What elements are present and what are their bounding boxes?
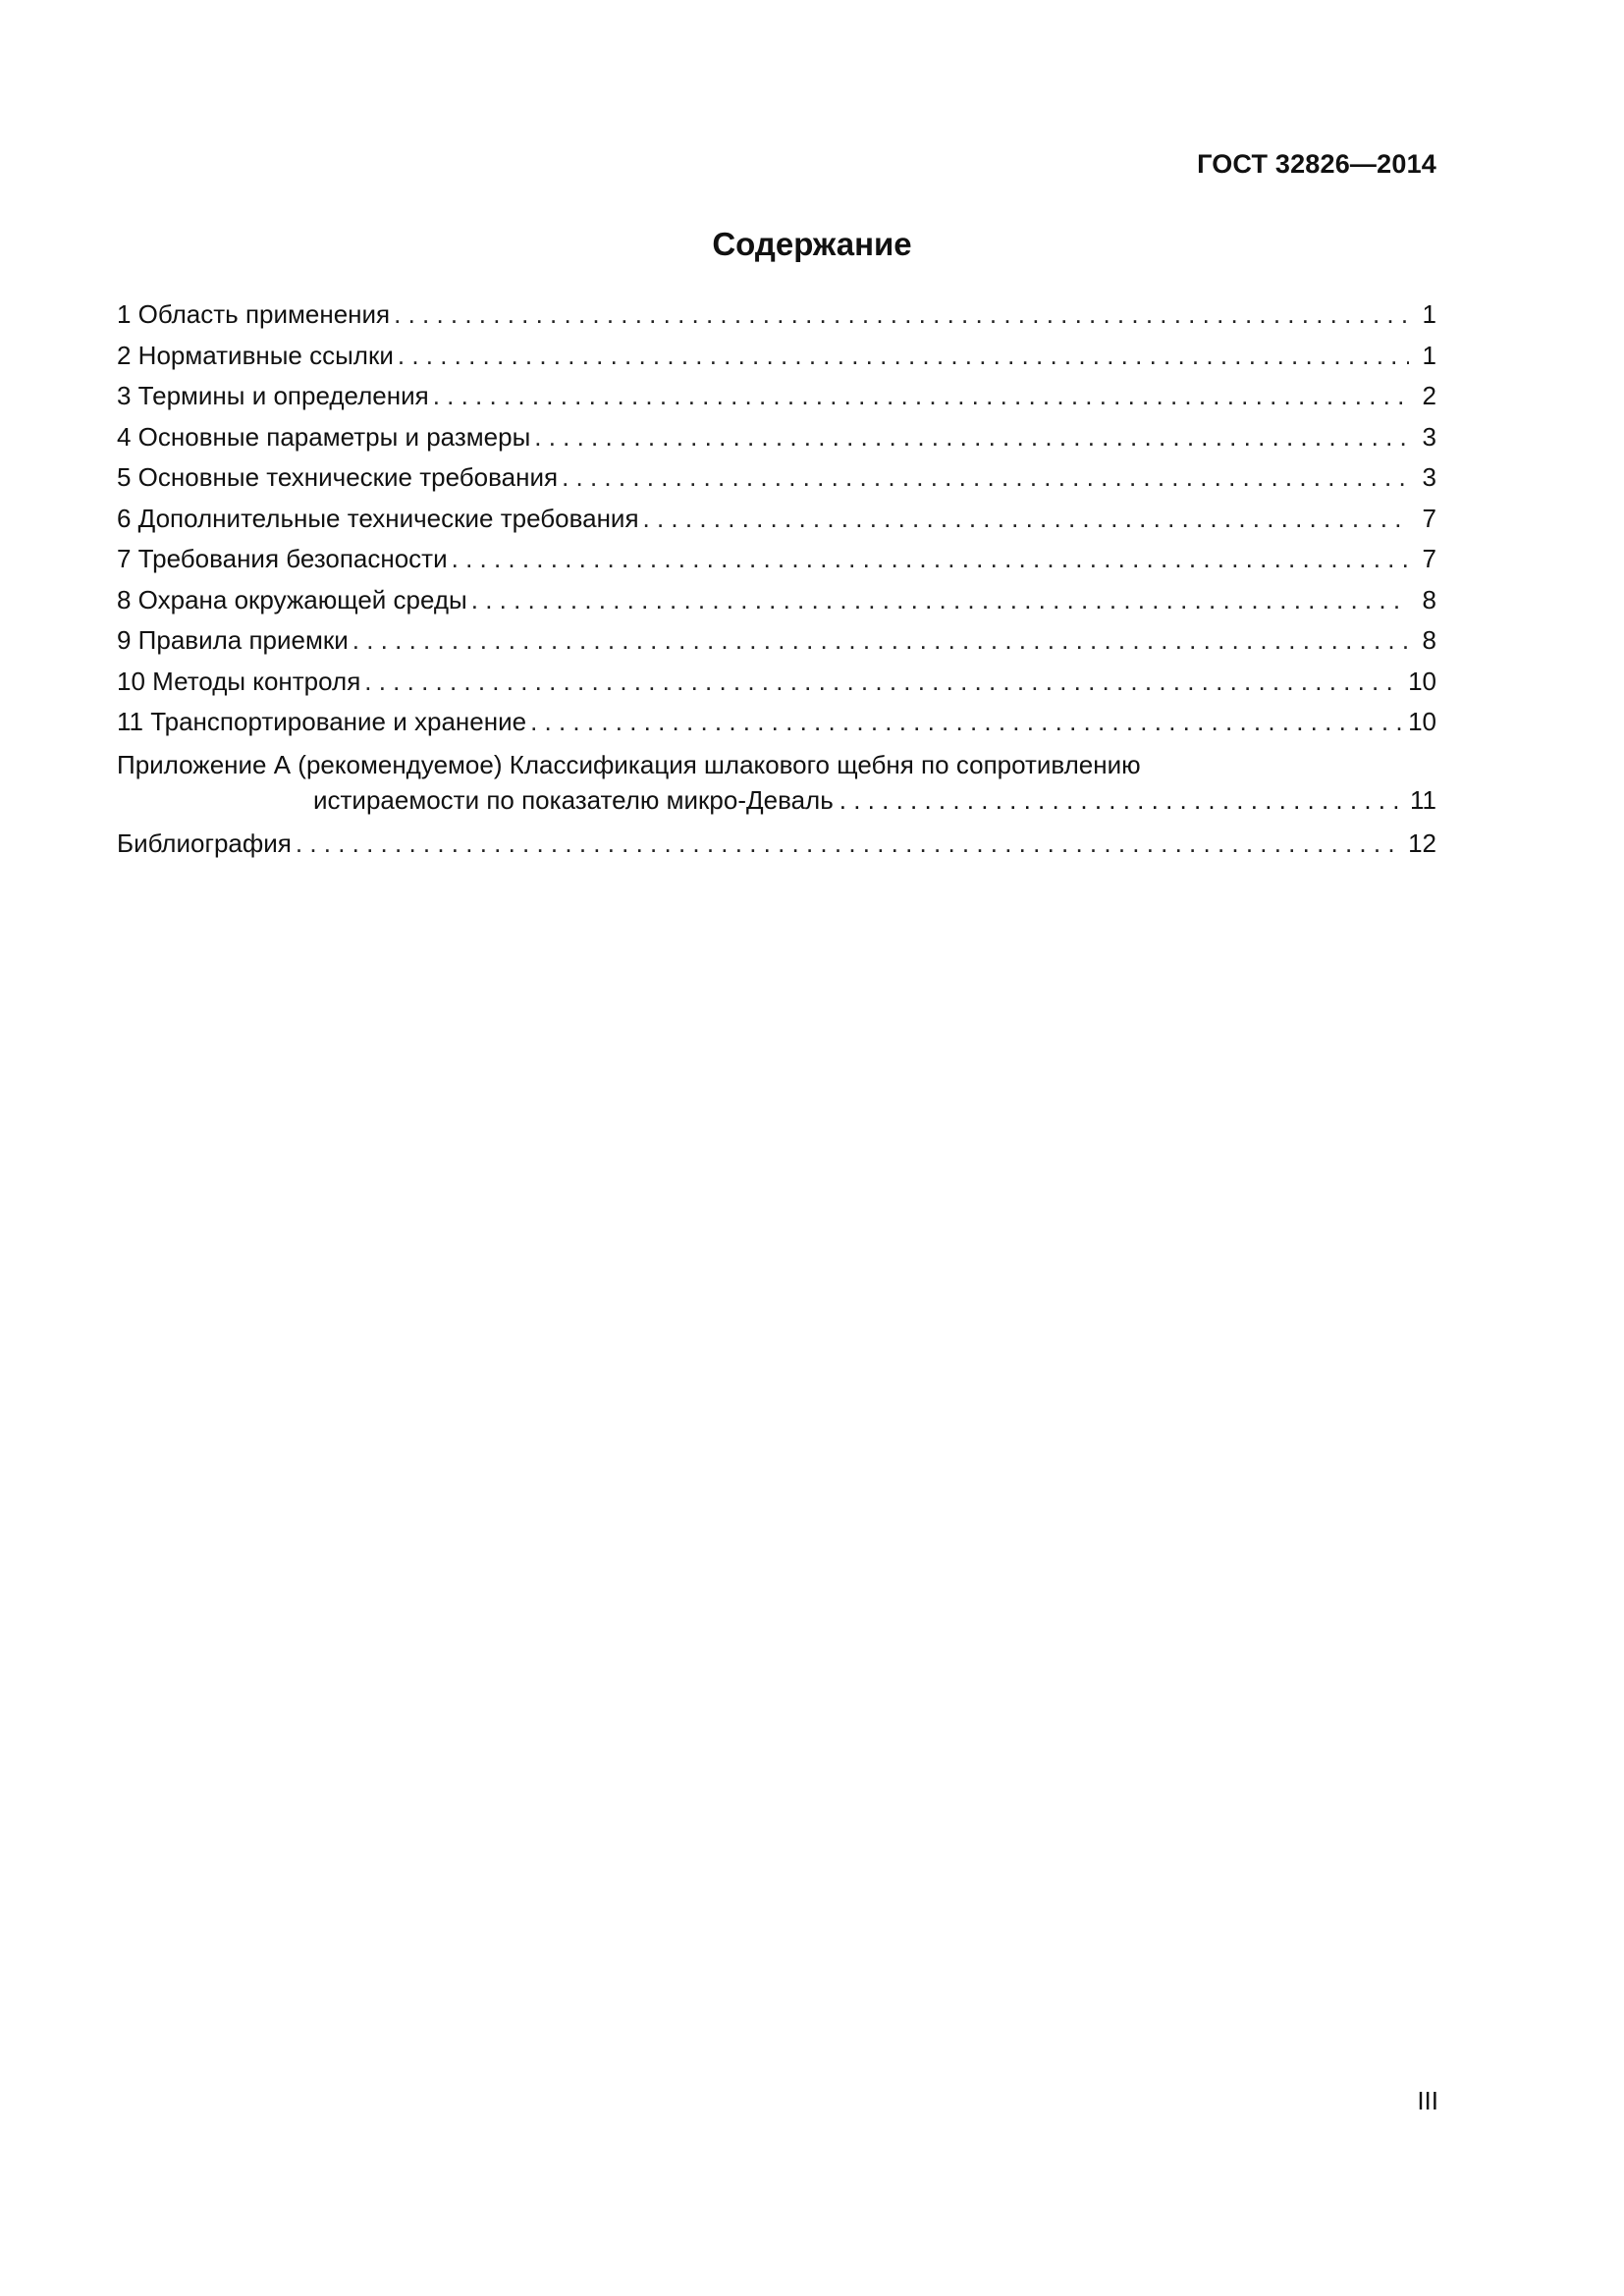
toc-entry-page: 10 — [1408, 707, 1436, 736]
toc-title: Содержание — [712, 226, 912, 262]
page-number: III — [1417, 2086, 1438, 2115]
toc-leader-dots — [534, 417, 1409, 458]
toc-leader-dots — [296, 824, 1402, 865]
toc-appendix-continuation — [117, 782, 1436, 820]
toc-leader-dots — [398, 336, 1409, 377]
toc-leader-dots — [839, 782, 1404, 818]
toc-entry-page: 11 — [1410, 784, 1436, 815]
toc-entry-label: 11 Транспортирование и хранение — [117, 707, 527, 736]
toc-entry-label: 1 Область применения — [117, 299, 391, 329]
document-code: ГОСТ 32826—2014 — [1197, 149, 1436, 179]
toc-entry-page: 7 — [1422, 503, 1436, 533]
toc-entry[interactable] — [117, 580, 1436, 621]
toc-leader-dots — [643, 499, 1409, 540]
toc-entry-label: 5 Основные технические требования — [117, 462, 559, 492]
toc-entry[interactable] — [117, 539, 1436, 580]
toc-entry[interactable] — [117, 620, 1436, 662]
toc-leader-dots — [471, 580, 1409, 621]
toc-entry[interactable] — [117, 336, 1436, 377]
toc-appendix-title-line2: истираемости по показателю микро-Деваль — [313, 784, 834, 815]
toc-leader-dots — [562, 457, 1409, 499]
toc-entry[interactable] — [117, 457, 1436, 499]
toc-entry-label: 7 Требования безопасности — [117, 544, 448, 573]
toc-entry-bibliography[interactable] — [117, 824, 1436, 865]
toc-leader-dots — [530, 702, 1402, 743]
toc-leader-dots — [433, 376, 1409, 417]
toc-entry[interactable] — [117, 662, 1436, 703]
toc-leader-dots — [452, 539, 1409, 580]
toc-entry-page: 10 — [1408, 666, 1436, 696]
toc-entry-label: 10 Методы контроля — [117, 666, 361, 696]
toc-entry-appendix[interactable] — [117, 747, 1436, 820]
toc-entry-label: 2 Нормативные ссылки — [117, 340, 394, 370]
toc-entry-page: 3 — [1422, 421, 1436, 452]
toc-entry-label: 6 Дополнительные технические требования — [117, 503, 639, 533]
toc-leader-dots — [394, 294, 1409, 336]
toc-entry-label: 4 Основные параметры и размеры — [117, 421, 531, 452]
toc-entry-label: 8 Охрана окружающей среды — [117, 584, 467, 614]
toc-entry[interactable] — [117, 702, 1436, 743]
toc-entry[interactable] — [117, 376, 1436, 417]
toc-entry[interactable] — [117, 499, 1436, 540]
toc-entry-page: 1 — [1422, 299, 1436, 329]
toc-entry-page: 1 — [1422, 340, 1436, 370]
toc-leader-dots — [364, 662, 1402, 703]
toc-appendix-title-line1: Приложение А (рекомендуемое) Классификация шлакового щебня по сопротивлению — [117, 749, 1141, 779]
toc-entry-page: 12 — [1408, 828, 1436, 858]
toc-entry[interactable] — [117, 417, 1436, 458]
toc-entry-page: 3 — [1422, 462, 1436, 492]
toc-entry-page: 8 — [1422, 584, 1436, 614]
toc-entry-page: 7 — [1422, 544, 1436, 573]
toc-leader-dots — [352, 620, 1409, 662]
toc-entry-page: 8 — [1422, 625, 1436, 655]
table-of-contents — [117, 294, 1436, 864]
toc-entry-label: 9 Правила приемки — [117, 625, 349, 655]
toc-entry-label: Библиография — [117, 828, 292, 858]
toc-entry-page: 2 — [1422, 381, 1436, 410]
toc-entry-label: 3 Термины и определения — [117, 381, 429, 410]
toc-entry[interactable] — [117, 294, 1436, 336]
